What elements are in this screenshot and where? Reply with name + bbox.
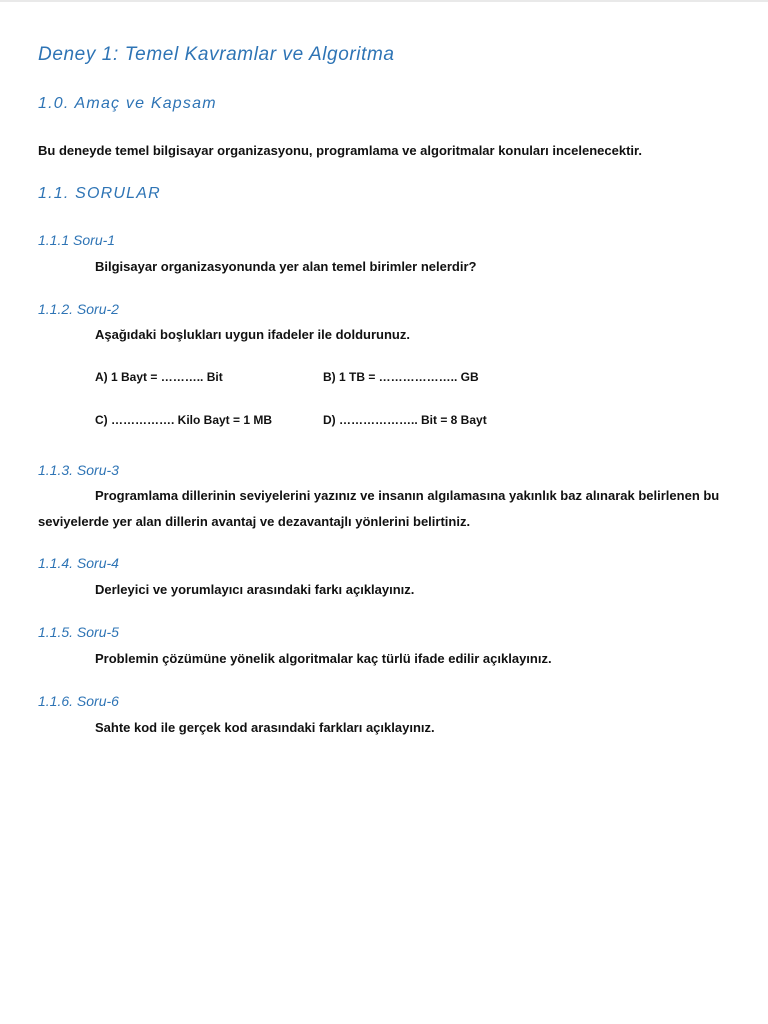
question-2-item-b: B) 1 TB = ……………….. GB: [323, 370, 479, 384]
section-heading-questions: 1.1. SORULAR: [38, 185, 161, 202]
question-2-item-a: A) 1 Bayt = ……….. Bit: [95, 370, 223, 384]
question-2-heading: 1.1.2. Soru-2: [38, 301, 119, 317]
question-1-text: Bilgisayar organizasyonunda yer alan temel birimler nelerdir?: [95, 259, 477, 274]
scope-paragraph: Bu deneyde temel bilgisayar organizasyonu, programlama ve algoritmalar konuları incelenecektir.: [38, 143, 642, 158]
question-5-heading: 1.1.5. Soru-5: [38, 624, 119, 640]
question-2-text: Aşağıdaki boşlukları uygun ifadeler ile doldurunuz.: [95, 327, 410, 342]
question-4-text: Derleyici ve yorumlayıcı arasındaki farkı açıklayınız.: [95, 582, 415, 597]
question-2-item-c: C) ……………. Kilo Bayt = 1 MB: [95, 413, 273, 427]
question-6-text: Sahte kod ile gerçek kod arasındaki farkları açıklayınız.: [95, 720, 435, 735]
question-3-heading: 1.1.3. Soru-3: [38, 462, 119, 478]
question-3-text: Programlama dillerinin seviyelerini yazınız ve insanın algılamasına yakınlık baz alınarak belirlenen bu seviyelerde yer alan dillerin avantaj ve dezavantajlı yönlerini belirtiniz.: [38, 488, 720, 529]
page-top-edge: [0, 0, 768, 2]
document-title: Deney 1: Temel Kavramlar ve Algoritma: [38, 44, 395, 65]
question-2-item-d: D) ……………….. Bit = 8 Bayt: [323, 413, 487, 427]
question-5-text: Problemin çözümüne yönelik algoritmalar kaç türlü ifade edilir açıklayınız.: [95, 651, 552, 666]
section-heading-scope: 1.0. Amaç ve Kapsam: [38, 95, 217, 112]
question-1-heading: 1.1.1 Soru-1: [38, 232, 116, 248]
question-6-heading: 1.1.6. Soru-6: [38, 693, 119, 709]
question-4-heading: 1.1.4. Soru-4: [38, 555, 119, 571]
